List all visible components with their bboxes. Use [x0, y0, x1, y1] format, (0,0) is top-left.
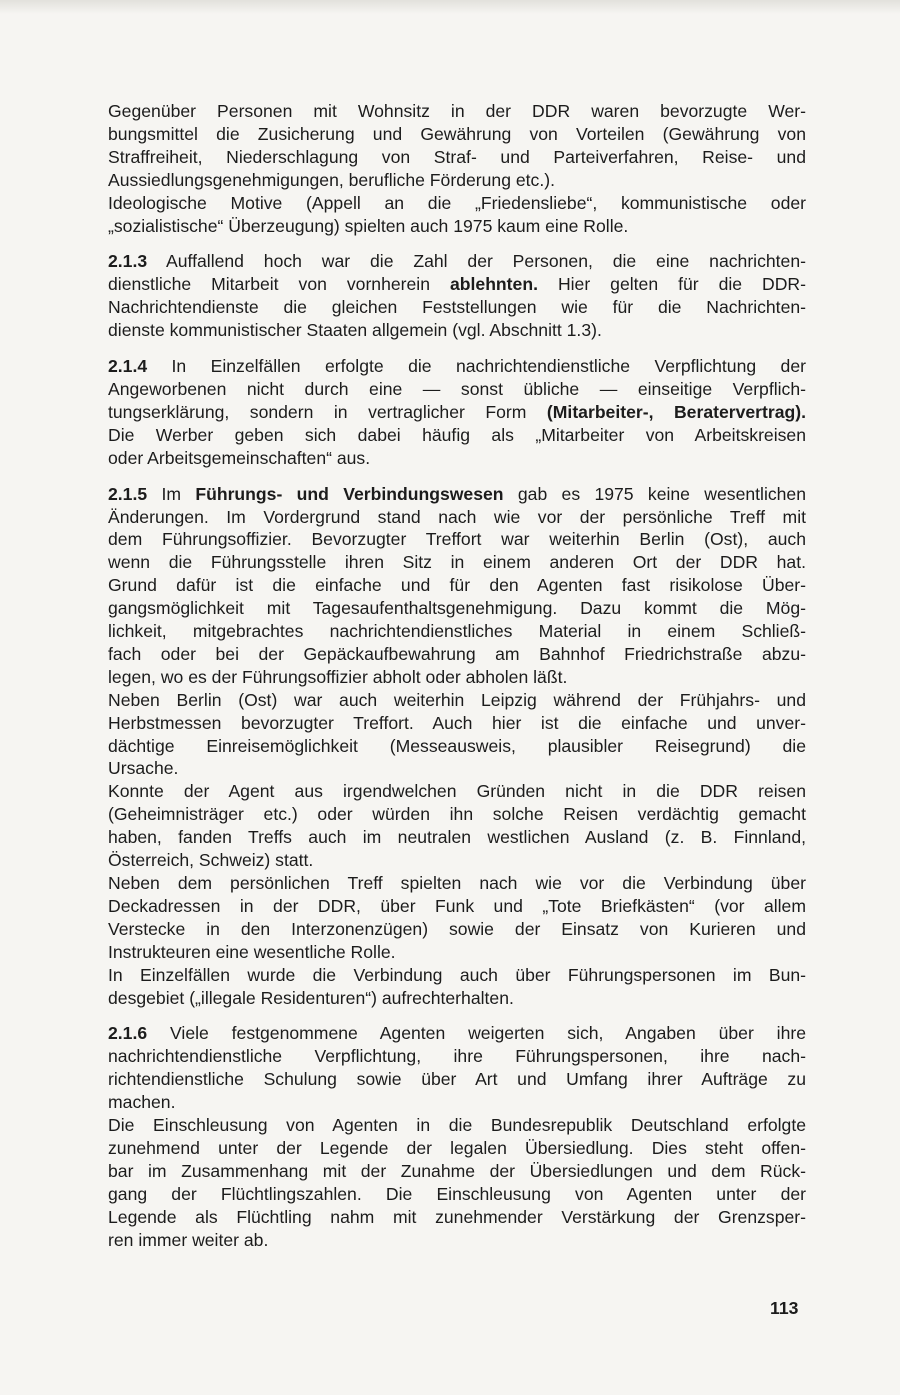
- text-line: Angeworbenen nicht durch eine — sonst übliche — einseitige Verpflich-: [108, 378, 806, 399]
- text-line: Die Werber geben sich dabei häufig als „Mitarbeiter von Arbeitskreisen: [108, 424, 806, 445]
- text-line: Ideologische Motive (Appell an die „Friedensliebe“, kommunistische oder: [108, 192, 806, 213]
- text-line: dächtige Einreisemöglichkeit (Messeausweis, plausibler Reisegrund) die: [108, 735, 806, 756]
- text-line: [108, 401, 806, 424]
- text-line: zunehmend unter der Legende der legalen Übersiedlung. Dies steht offen-: [108, 1137, 806, 1158]
- text-line: bungsmittel die Zusicherung und Gewährung von Vorteilen (Gewährung von: [108, 123, 806, 144]
- text-line: Instrukteuren eine wesentliche Rolle.: [108, 941, 396, 962]
- section-number: 2.1.5: [108, 483, 148, 504]
- text-run: Im: [147, 483, 196, 504]
- text-run: Hier gelten für die DDR-: [537, 274, 806, 295]
- text-line: [108, 483, 806, 506]
- document-page: [108, 100, 806, 1252]
- text-line: ren immer weiter ab.: [108, 1229, 269, 1250]
- text-line: Aussiedlungsgenehmigungen, berufliche Förderung etc.).: [108, 169, 555, 190]
- paragraph-2-1-5: [108, 483, 806, 1010]
- text-line: legen, wo es der Führungsoffizier abholt oder abholen läßt.: [108, 666, 568, 687]
- scan-edge: [0, 0, 900, 14]
- text-line: Österreich, Schweiz) statt.: [108, 850, 314, 871]
- text-line: Deckadressen in der DDR, über Funk und „Tote Briefkästen“ (vor allem: [108, 895, 806, 916]
- bold-term: ablehnten.: [449, 274, 538, 295]
- text-line: [108, 355, 806, 378]
- text-line: dienste kommunistischer Staaten allgemein (vgl. Abschnitt 1.3).: [108, 320, 602, 341]
- text-run: Auffallend hoch war die Zahl der Personen, die eine nachrichten-: [147, 251, 806, 272]
- text-run: gab es 1975 keine wesentlichen: [503, 483, 807, 504]
- text-line: machen.: [108, 1092, 176, 1113]
- text-line: Änderungen. Im Vordergrund stand nach wie vor der persönliche Treff mit: [108, 506, 806, 527]
- section-number: 2.1.6: [108, 1023, 148, 1044]
- text-line: gangsmöglichkeit mit Tagesaufenthaltsgenehmigung. Dazu kommt die Mög-: [108, 598, 806, 619]
- text-line: richtendienstliche Schulung sowie über Art und Umfang ihrer Aufträge zu: [108, 1069, 806, 1090]
- section-number: 2.1.3: [108, 251, 148, 272]
- text-line: „sozialistische“ Überzeugung) spielten auch 1975 kaum eine Rolle.: [108, 215, 629, 236]
- bold-term: Führungs- und Verbindungswesen: [195, 483, 504, 504]
- text-run: dienstliche Mitarbeit von vornherein: [108, 274, 450, 295]
- text-run: tungserklärung, sondern in vertraglicher Form: [108, 401, 547, 422]
- text-line: (Geheimnisträger etc.) oder würden ihn solche Reisen verdächtig gemacht: [108, 804, 806, 825]
- text-run: In Einzelfällen erfolgte die nachrichtendienstliche Verpflichtung der: [147, 356, 806, 377]
- paragraph-2-1-4: [108, 355, 806, 470]
- paragraph-2-1-6: [108, 1022, 806, 1251]
- text-line: Verstecke in den Interzonenzügen) sowie der Einsatz von Kurieren und: [108, 918, 806, 939]
- page-number: 113: [770, 1298, 799, 1318]
- paragraph-2-1-3: [108, 250, 806, 342]
- text-line: Ursache.: [108, 758, 179, 779]
- text-line: Konnte der Agent aus irgendwelchen Gründen nicht in die DDR reisen: [108, 781, 806, 802]
- text-line: [108, 250, 806, 273]
- text-run: Viele festgenommene Agenten weigerten sich, Angaben über ihre: [147, 1023, 806, 1044]
- text-line: nachrichtendienstliche Verpflichtung, ihre Führungspersonen, ihre nach-: [108, 1046, 806, 1067]
- text-line: dem Führungsoffizier. Bevorzugter Treffort war weiterhin Berlin (Ost), auch: [108, 529, 806, 550]
- text-line: Neben Berlin (Ost) war auch weiterhin Leipzig während der Frühjahrs- und: [108, 689, 806, 710]
- paragraph-intro: [108, 100, 806, 237]
- text-line: desgebiet („illegale Residenturen“) aufrechterhalten.: [108, 987, 514, 1008]
- text-line: wenn die Führungsstelle ihren Sitz in einem anderen Ort der DDR hat.: [108, 552, 806, 573]
- text-line: [108, 273, 806, 296]
- text-line: Legende als Flüchtling nahm mit zunehmender Verstärkung der Grenzsper-: [108, 1206, 806, 1227]
- section-number: 2.1.4: [108, 356, 148, 377]
- text-line: Nachrichtendienste die gleichen Feststellungen wie für die Nachrichten-: [108, 297, 806, 318]
- text-line: Straffreiheit, Niederschlagung von Straf- und Parteiverfahren, Reise- und: [108, 146, 806, 167]
- text-line: Gegenüber Personen mit Wohnsitz in der DDR waren bevorzugte Wer-: [108, 101, 806, 121]
- text-line: Neben dem persönlichen Treff spielten nach wie vor die Verbindung über: [108, 873, 806, 893]
- text-line: fach oder bei der Gepäckaufbewahrung am Bahnhof Friedrichstraße abzu-: [108, 643, 806, 664]
- text-line: oder Arbeitsgemeinschaften“ aus.: [108, 447, 371, 468]
- text-line: Herbstmessen bevorzugter Treffort. Auch hier ist die einfache und unver-: [108, 712, 806, 733]
- text-line: haben, fanden Treffs auch im neutralen westlichen Ausland (z. B. Finnland,: [108, 827, 806, 848]
- text-line: In Einzelfällen wurde die Verbindung auch über Führungspersonen im Bun-: [108, 964, 806, 985]
- bold-term: (Mitarbeiter-, Beratervertrag).: [546, 401, 806, 422]
- text-line: lichkeit, mitgebrachtes nachrichtendienstliches Material in einem Schließ-: [108, 621, 806, 642]
- text-line: Grund dafür ist die einfache und für den Agenten fast risikolose Über-: [108, 575, 806, 596]
- text-line: [108, 1022, 806, 1045]
- text-line: gang der Flüchtlingszahlen. Die Einschleusung von Agenten unter der: [108, 1183, 806, 1204]
- text-line: bar im Zusammenhang mit der Zunahme der Übersiedlungen und dem Rück-: [108, 1160, 806, 1181]
- text-line: Die Einschleusung von Agenten in die Bundesrepublik Deutschland erfolgte: [108, 1115, 806, 1136]
